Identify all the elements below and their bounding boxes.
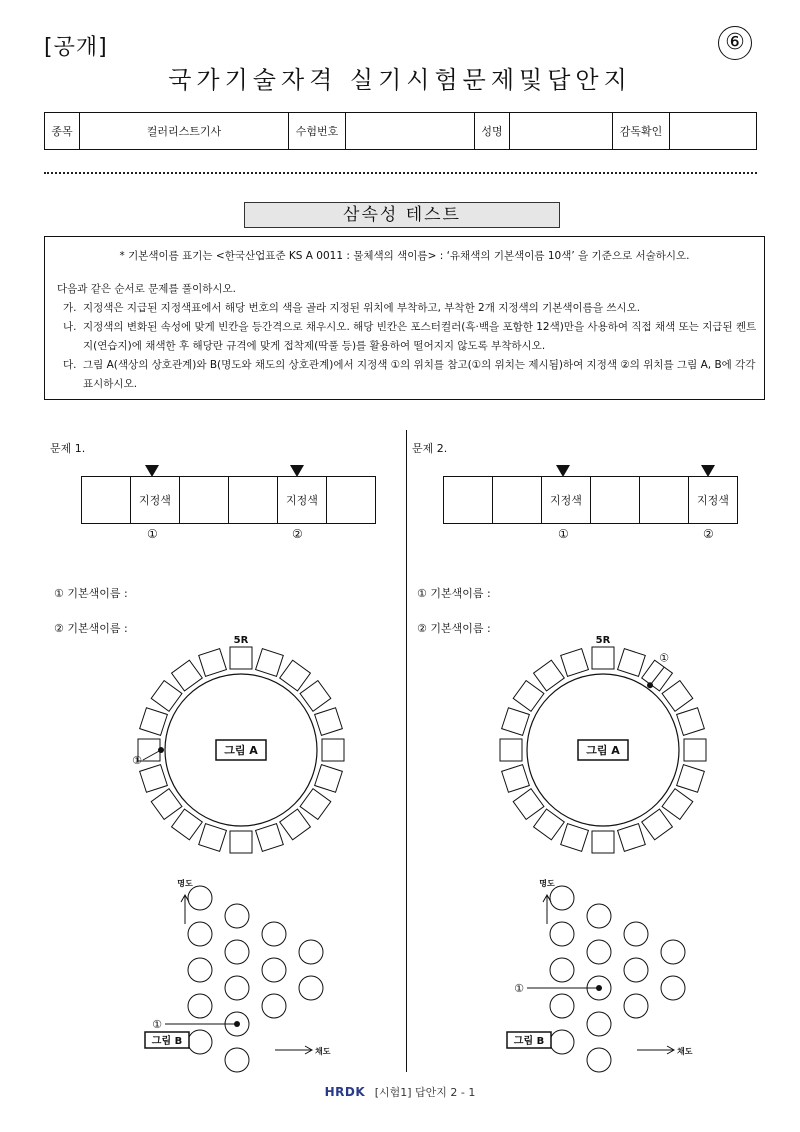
figure-label: 그림 A [224, 744, 258, 757]
value-chroma-cell [299, 940, 323, 964]
hue-cell [315, 765, 343, 793]
hue-cell [534, 660, 565, 691]
hue-cell [592, 831, 614, 853]
designated-marker: ① [659, 651, 669, 665]
figure-a-hue-circle [500, 635, 706, 853]
figure-a-hue-circle [132, 635, 344, 853]
hue-cell [151, 789, 182, 820]
value-chroma-cell [624, 922, 648, 946]
hue-cell [502, 708, 530, 736]
instruction-label: 나. [63, 321, 77, 333]
instructions-note: * 기본색이름 표기는 <한국산업표준 KS A 0011 : 물체색의 색이름> : ‘유채색의 기본색이름 10색’ 을 기준으로 서술하시오. [119, 250, 690, 262]
designated-marker: ① [514, 982, 524, 995]
hue-start-label: 5R [595, 635, 611, 646]
value-chroma-cell [262, 994, 286, 1018]
hue-cell [280, 809, 311, 840]
page-mark: ⑥ [718, 26, 752, 60]
strip-marker-1: ① [147, 527, 158, 541]
instruction-text: 지정색의 변화된 속성에 맞게 빈칸을 등간격으로 채우시오. 해당 빈칸은 포스터컬러(흑·백을 포함한 12색)만을 사용하여 직접 채색 또는 지급된 켄트지(연습지)에 채색한 후 해당란 규격에 맞게 접착제(딱풀 등)를 활용하여 떨어지지 않도록 부착하시오. [83, 321, 757, 352]
hue-cell [513, 789, 544, 820]
hue-cell [256, 824, 284, 852]
figure-label: 그림 B [513, 1036, 545, 1047]
hue-cell [561, 824, 589, 852]
value-chroma-cell [624, 958, 648, 982]
value-chroma-cell [188, 1030, 212, 1054]
hue-cell [662, 681, 693, 712]
document-title: 국가기술자격 실기시험문제및답안지 [168, 66, 632, 94]
hue-cell [199, 649, 227, 677]
value-chroma-cell [587, 1012, 611, 1036]
figure-b-value-chroma [507, 878, 693, 1072]
answer-line-2[interactable]: ② 기본색이름 : [54, 622, 128, 635]
hue-cell [172, 660, 203, 691]
value-chroma-cell [550, 1030, 574, 1054]
hue-cell [502, 765, 530, 793]
value-chroma-cell [225, 940, 249, 964]
hue-cell [315, 708, 343, 736]
hue-cell [199, 824, 227, 852]
value-chroma-cell [225, 904, 249, 928]
value-chroma-cell [550, 994, 574, 1018]
hue-cell [677, 765, 705, 793]
hue-cell [140, 708, 168, 736]
hue-cell [534, 809, 565, 840]
designated-color-cell-2[interactable]: 지정색 [278, 477, 327, 524]
value-chroma-cell [550, 958, 574, 982]
chroma-axis-label: 채도 [677, 1047, 693, 1056]
instructions-lead: 다음과 같은 순서로 문제를 풀이하시오. [57, 283, 236, 295]
answer-line-2[interactable]: ② 기본색이름 : [417, 622, 491, 635]
value-chroma-cell [587, 904, 611, 928]
page-footer [0, 1084, 800, 1100]
hue-cell [140, 765, 168, 793]
hue-cell [677, 708, 705, 736]
figure-label: 그림 A [586, 744, 620, 757]
name-label: 성명 [475, 113, 510, 150]
hue-cell [618, 824, 646, 852]
problem-2-label: 문제 2. [412, 442, 448, 455]
hue-cell [172, 809, 203, 840]
hue-start-label: 5R [233, 635, 249, 646]
field-value: 컬러리스트기사 [80, 113, 289, 150]
value-chroma-cell [225, 976, 249, 1000]
strip-marker-2: ② [703, 527, 714, 541]
value-chroma-cell [188, 922, 212, 946]
hue-cell [300, 681, 331, 712]
hue-cell [280, 660, 311, 691]
answer-line-1[interactable]: ① 기본색이름 : [54, 587, 128, 600]
hue-cell [151, 681, 182, 712]
hue-cell [300, 789, 331, 820]
value-chroma-cell [661, 976, 685, 1000]
problem-1-label: 문제 1. [50, 442, 86, 455]
value-chroma-cell [225, 1048, 249, 1072]
hue-cell [684, 739, 706, 761]
designated-color-cell-1[interactable]: 지정색 [542, 477, 591, 524]
value-axis-label: 명도 [539, 879, 555, 888]
subject-title: 삼속성 테스트 [244, 202, 560, 228]
instruction-text: 지정색은 지급된 지정색표에서 해당 번호의 색을 골라 지정된 위치에 부착하고, 부착한 2개 지정색의 기본색이름을 쓰시오. [83, 302, 641, 314]
value-chroma-cell [188, 994, 212, 1018]
hue-cell [592, 647, 614, 669]
strip-marker-2: ② [292, 527, 303, 541]
exam-no-label: 수험번호 [289, 113, 346, 150]
hue-cell [561, 649, 589, 677]
value-axis-label: 명도 [177, 879, 193, 888]
hue-cell [256, 649, 284, 677]
value-chroma-cell [262, 958, 286, 982]
instruction-label: 가. [63, 302, 77, 314]
hue-cell [642, 809, 673, 840]
public-tag: [공개] [44, 35, 108, 60]
value-chroma-cell [587, 1048, 611, 1072]
value-chroma-cell [587, 940, 611, 964]
field-label: 종목 [45, 113, 80, 150]
chroma-axis-label: 채도 [315, 1047, 331, 1056]
value-chroma-cell [661, 940, 685, 964]
value-chroma-cell [188, 886, 212, 910]
footer-text: [시험1] 답안지 2 - 1 [374, 1086, 476, 1099]
hue-cell [513, 681, 544, 712]
hue-cell [230, 831, 252, 853]
hue-cell [230, 647, 252, 669]
value-chroma-cell [550, 886, 574, 910]
designated-color-cell-2[interactable]: 지정색 [689, 477, 738, 524]
hue-cell [662, 789, 693, 820]
instruction-label: 다. [63, 359, 77, 371]
value-chroma-cell [624, 994, 648, 1018]
hue-cell [322, 739, 344, 761]
hue-cell [500, 739, 522, 761]
supervisor-label: 감독확인 [613, 113, 670, 150]
designated-marker: ① [152, 1018, 162, 1031]
value-chroma-cell [188, 958, 212, 982]
instruction-text: 그림 A(색상의 상호관계)와 B(명도와 채도의 상호관계)에서 지정색 ①의 위치를 참고(①의 위치는 제시됨)하여 지정색 ②의 위치를 그림 A, B에 각각 표시하시오. [83, 359, 756, 390]
value-chroma-cell [299, 976, 323, 1000]
designated-marker: ① [132, 754, 142, 767]
strip-marker-1: ① [558, 527, 569, 541]
answer-line-1[interactable]: ① 기본색이름 : [417, 587, 491, 600]
value-chroma-cell [262, 922, 286, 946]
figure-label: 그림 B [151, 1036, 183, 1047]
designated-color-cell-1[interactable]: 지정색 [131, 477, 180, 524]
hrdk-logo: HRDK [324, 1085, 366, 1099]
hue-cell [618, 649, 646, 677]
figure-b-value-chroma [145, 878, 331, 1072]
value-chroma-cell [550, 922, 574, 946]
